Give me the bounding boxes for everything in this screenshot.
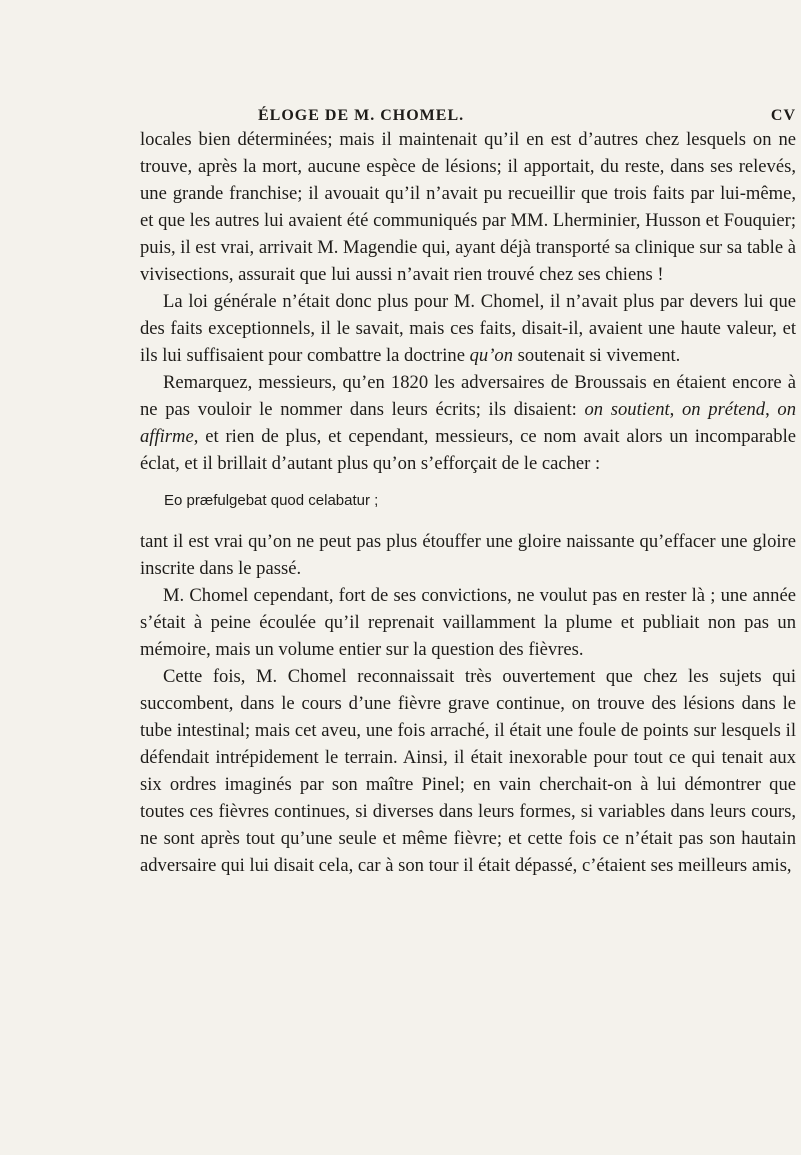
paragraph-continued: tant il est vrai qu’on ne peut pas plus étouffer une gloire naissante qu’effacer une gloire inscrite dans le passé.	[140, 531, 796, 579]
separator: ,	[669, 399, 682, 420]
italic-phrase: qu’on	[469, 345, 514, 366]
italic-phrase: on soutient	[584, 399, 670, 420]
italic-phrase: on affirme	[140, 399, 797, 447]
paragraph: M. Chomel cependant, fort de ses convictions, ne voulut pas en rester là ; une année s’était à peine écoulée qu’il reprenait vaillamment la plume et publiait non pas un mémoire, mais un volume entier sur la question des fièvres.	[140, 585, 796, 660]
page-number: CV	[770, 107, 796, 124]
separator: ,	[765, 399, 778, 420]
paragraph	[140, 288, 796, 369]
latin-quotation: Eo præfulgebat quod celabatur ;	[164, 492, 379, 509]
paragraph-continued: locales bien déterminées; mais il maintenait qu’il en est d’autres chez lesquels on ne trouve, après la mort, aucune espèce de lésions; il apportait, du reste, dans ses relevés, une grande franchise; il avouait qu’il n’avait pu recueillir que trois faits par lui-même, et que les autres lui avaient été communiqués par MM. Lherminier, Husson et Fouquier; puis, il est vrai, arrivait M. Magendie qui, ayant déjà transporté sa clinique sur sa table à vivisections, assurait que lui aussi n’avait rien trouvé chez ses chiens !	[140, 129, 796, 285]
paragraph-text: La loi générale n’était donc plus pour M. Chomel, il n’avait plus par devers lui que des faits exceptionnels, il le savait, mais ces faits, disait-il, avaient une haute valeur, et ils lui suffisaient pour combattre la doctrine	[140, 291, 796, 366]
paragraph-text: soutenait si vivement.	[513, 345, 681, 366]
paragraph-text: , et rien de plus, et cependant, messieurs, ce nom avait alors un incomparable éclat, et il brillait d’autant plus qu’on s’efforçait de le cacher :	[140, 426, 796, 474]
italic-phrase: on prétend	[682, 399, 766, 420]
paragraph: Cette fois, M. Chomel reconnaissait très ouvertement que chez les sujets qui succombent, dans le cours d’une fièvre grave continue, on trouve des lésions dans le tube intestinal; mais cet aveu, une fois arraché, il était une foule de points sur lesquels il défendait intrépidement le terrain. Ainsi, il était inexorable pour tout ce qui tenait aux six ordres imaginés par son maître Pinel; en vain cherchait-on à lui démontrer que toutes ces fièvres continues, si diverses dans leurs formes, si variables dans leurs cours, ne sont après tout qu’une seule et même fièvre; et cette fois ce n’était pas son hautain adversaire qui lui disait cela, car à son tour il était dépassé, c’étaient ses meilleurs amis,	[140, 666, 796, 876]
paragraph-text: Remarquez, messieurs, qu’en 1820 les adversaires de Broussais en étaient encore à ne pas vouloir le nommer dans leurs écrits; ils disaient:	[140, 372, 796, 420]
paragraph	[140, 369, 796, 477]
running-title: ÉLOGE DE M. CHOMEL.	[258, 107, 465, 124]
body-text	[140, 126, 796, 879]
